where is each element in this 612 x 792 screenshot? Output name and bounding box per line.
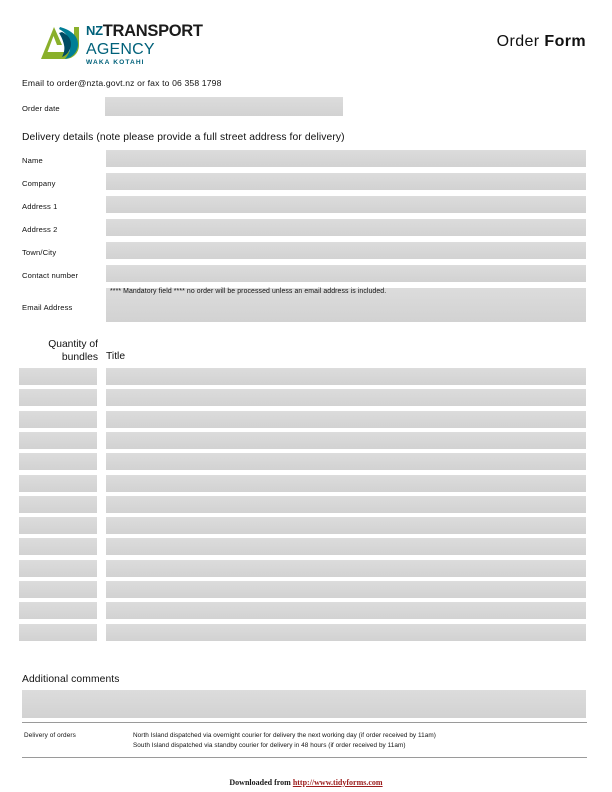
order-row-quantity-input[interactable] [19,496,97,513]
order-row-title-input[interactable] [106,411,586,428]
order-row-title-input[interactable] [106,624,586,641]
logo-transport-text: TRANSPORT [102,22,203,40]
tidyforms-url-link[interactable]: http://www.tidyforms.com [292,778,383,787]
logo-agency-text: AGENCY [86,40,155,58]
order-row-title-input[interactable] [106,432,586,449]
order-row-quantity-input[interactable] [19,475,97,492]
company-label: Company [22,179,56,188]
town-city-input[interactable] [106,242,586,259]
order-row-title-input[interactable] [106,517,586,534]
mandatory-field-note: **** Mandatory field **** no order will be processed unless an email address is included. [110,288,387,295]
quantity-header-line-2: bundles [61,352,98,363]
additional-comments-heading: Additional comments [22,674,120,685]
town-city-label: Town/City [22,248,57,257]
address-1-input[interactable] [106,196,586,213]
email-address-label: Email Address [22,303,73,312]
order-row-quantity-input[interactable] [19,517,97,534]
contact-number-input[interactable] [106,265,586,282]
order-row-title-input[interactable] [106,389,586,406]
order-row-title-input[interactable] [106,560,586,577]
downloaded-from-line [0,778,612,787]
order-row-title-input[interactable] [106,453,586,470]
delivery-of-orders-text [133,731,436,750]
nzta-koru-logo-icon [38,23,86,63]
downloaded-from-prefix: Downloaded from [229,778,293,787]
company-input[interactable] [106,173,586,190]
address-2-input[interactable] [106,219,586,236]
order-row-quantity-input[interactable] [19,368,97,385]
nz-transport-agency-logo [38,23,208,68]
delivery-of-orders-label: Delivery of orders [24,732,76,739]
order-row-quantity-input[interactable] [19,602,97,619]
page-header [0,0,612,78]
order-row-quantity-input[interactable] [19,453,97,470]
logo-wordmark [86,23,211,67]
order-row-title-input[interactable] [106,496,586,513]
delivery-note-north-island: North Island dispatched via overnight courier for delivery the next working day (if order received by 11am) [133,732,436,739]
logo-waka-kotahi-text: WAKA KOTAHI [86,58,145,66]
order-row-title-input[interactable] [106,602,586,619]
title-column-header: Title [106,351,126,362]
quantity-header-line-1: Quantity of [48,339,98,350]
footer-divider-bottom [22,757,587,758]
footer-divider-top [22,722,587,723]
delivery-note-south-island: South Island dispatched via standby courier for delivery in 48 hours (if order received by 11am) [133,741,406,749]
delivery-details-heading: Delivery details (note please provide a full street address for delivery) [22,132,345,143]
order-row-quantity-input[interactable] [19,560,97,577]
additional-comments-input[interactable] [22,690,586,718]
address-2-label: Address 2 [22,225,58,234]
order-row-title-input[interactable] [106,475,586,492]
page-title-form: Form [544,33,586,50]
order-row-quantity-input[interactable] [19,538,97,555]
order-row-title-input[interactable] [106,538,586,555]
order-row-title-input[interactable] [106,368,586,385]
order-date-label: Order date [22,104,60,113]
page-title-order: Order [496,33,545,50]
contact-number-label: Contact number [22,271,79,280]
contact-instruction-text: Email to order@nzta.govt.nz or fax to 06 358 1798 [22,78,222,88]
logo-nz-text: NZ [86,23,103,38]
quantity-column-header [16,338,98,364]
order-row-quantity-input[interactable] [19,411,97,428]
name-label: Name [22,156,43,165]
address-1-label: Address 1 [22,202,58,211]
order-date-input[interactable] [105,97,343,116]
page-title [497,33,586,51]
logo-line-transport [86,23,211,40]
order-row-quantity-input[interactable] [19,624,97,641]
order-row-quantity-input[interactable] [19,432,97,449]
order-row-quantity-input[interactable] [19,581,97,598]
order-row-title-input[interactable] [106,581,586,598]
name-input[interactable] [106,150,586,167]
order-row-quantity-input[interactable] [19,389,97,406]
